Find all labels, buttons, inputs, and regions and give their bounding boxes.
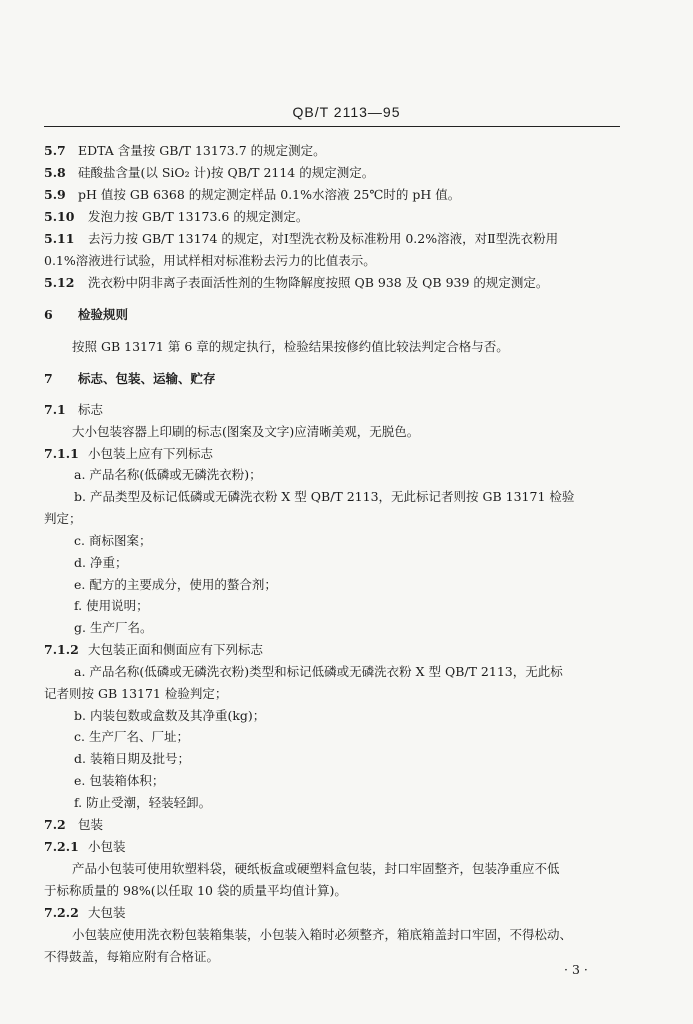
paragraph-text: 大小包装容器上印刷的标志(图案及文字)应清晰美观，无脱色。: [72, 424, 420, 439]
clause-text: EDTA 含量按 GB/T 13173.7 的规定测定。: [78, 143, 326, 158]
list-item-text: f. 使用说明；: [74, 598, 149, 613]
list-item: [74, 620, 664, 636]
clause-7-1-1: [44, 446, 634, 462]
clause-text: 去污力按 GB/T 13174 的规定，对Ⅰ型洗衣粉及标准粉用 0.2%溶液，对Ⅱ型洗衣粉用: [88, 231, 559, 246]
clause-text: 标志: [78, 402, 104, 417]
list-item: [74, 773, 664, 789]
list-item: [74, 467, 664, 483]
clause-text: 发泡力按 GB/T 13173.6 的规定测定。: [88, 209, 309, 224]
paragraph: [72, 424, 662, 440]
list-item-text: a. 产品名称(低磷或无磷洗衣粉)；: [74, 467, 262, 482]
paragraph-text: 小包装应使用洗衣粉包装箱集装，小包装入箱时必须整齐，箱底箱盖封口牢固，不得松动、: [72, 927, 573, 942]
page-number: · 3 ·: [564, 962, 588, 977]
list-item-text: d. 净重；: [74, 555, 128, 570]
paragraph-text: 于标称质量的 98%(以任取 10 袋的质量平均值计算)。: [44, 883, 347, 898]
clause-number: 7.1.2: [44, 642, 79, 657]
list-item: [74, 489, 664, 505]
list-item-text: c. 生产厂名、厂址；: [74, 729, 189, 744]
clause-text: 大包装: [88, 905, 126, 920]
paragraph-text: 不得鼓盖，每箱应附有合格证。: [44, 949, 220, 964]
clause-text: 0.1%溶液进行试验，用试样相对标准粉去污力的比值表示。: [44, 253, 376, 268]
list-item: [74, 555, 664, 571]
clause-text: 小包装上应有下列标志: [88, 446, 214, 461]
list-item-text: e. 配方的主要成分，使用的螯合剂；: [74, 577, 277, 592]
clause-number: 7.2: [44, 817, 66, 832]
clause-5-7: [44, 143, 634, 159]
list-item-text: g. 生产厂名。: [74, 620, 153, 635]
clause-7-2-1: [44, 839, 634, 855]
list-item-text: e. 包装箱体积；: [74, 773, 165, 788]
list-item-text: b. 产品类型及标记低磷或无磷洗衣粉 X 型 QB/T 2113，无此标记者则按 GB 13171 检验: [74, 489, 575, 504]
clause-number: 5.11: [44, 231, 75, 246]
list-item-cont: [44, 686, 634, 702]
paragraph: [72, 861, 662, 877]
paragraph: [72, 927, 662, 943]
list-item-cont: [44, 511, 634, 527]
page-header: QB/T 2113—95: [292, 104, 401, 120]
clause-text: 洗衣粉中阴非离子表面活性剂的生物降解度按照 QB 938 及 QB 939 的规定测定。: [88, 275, 549, 290]
list-item: [74, 751, 664, 767]
list-item-text: 判定；: [44, 511, 82, 526]
list-item-text: c. 商标图案；: [74, 533, 152, 548]
list-item: [74, 598, 664, 614]
paragraph-cont: [44, 949, 634, 965]
clause-number: 7.1: [44, 402, 66, 417]
list-item: [74, 729, 664, 745]
clause-5-9: [44, 187, 634, 203]
clause-7-2-2: [44, 905, 634, 921]
list-item-text: d. 装箱日期及批号；: [74, 751, 190, 766]
section-6-heading: [44, 307, 634, 323]
clause-number: 7.2.2: [44, 905, 79, 920]
list-item-text: 记者则按 GB 13171 检验判定；: [44, 686, 228, 701]
clause-number: 5.9: [44, 187, 66, 202]
header-rule: [44, 126, 620, 127]
paragraph-text: 按照 GB 13171 第 6 章的规定执行，检验结果按修约值比较法判定合格与否。: [72, 339, 509, 354]
clause-5-11-cont: [44, 253, 634, 269]
clause-number: 7.1.1: [44, 446, 79, 461]
list-item: [74, 708, 664, 724]
clause-text: 硅酸盐含量(以 SiO₂ 计)按 QB/T 2114 的规定测定。: [78, 165, 375, 180]
clause-text: 大包装正面和侧面应有下列标志: [88, 642, 264, 657]
section-title: 标志、包装、运输、贮存: [78, 371, 216, 386]
section-number: 7: [44, 371, 53, 386]
clause-7-1: [44, 402, 634, 418]
list-item: [74, 533, 664, 549]
clause-text: pH 值按 GB 6368 的规定测定样品 0.1%水溶液 25℃时的 pH 值。: [78, 187, 461, 202]
paragraph: [72, 339, 662, 355]
list-item-text: b. 内装包数或盒数及其净重(kg)；: [74, 708, 266, 723]
clause-5-11: [44, 231, 634, 247]
list-item-text: f. 防止受潮，轻装轻卸。: [74, 795, 212, 810]
clause-number: 5.7: [44, 143, 66, 158]
clause-7-1-2: [44, 642, 634, 658]
paragraph-text: 产品小包装可使用软塑料袋，硬纸板盒或硬塑料盒包装，封口牢固整齐，包装净重应不低: [72, 861, 560, 876]
clause-number: 5.12: [44, 275, 75, 290]
section-number: 6: [44, 307, 53, 322]
section-7-heading: [44, 371, 634, 387]
list-item: [74, 795, 664, 811]
list-item: [74, 577, 664, 593]
clause-number: 5.8: [44, 165, 66, 180]
section-title: 检验规则: [78, 307, 129, 322]
clause-5-10: [44, 209, 634, 225]
clause-5-12: [44, 275, 634, 291]
clause-text: 小包装: [88, 839, 126, 854]
clause-number: 7.2.1: [44, 839, 79, 854]
paragraph-cont: [44, 883, 634, 899]
clause-7-2: [44, 817, 634, 833]
list-item-text: a. 产品名称(低磷或无磷洗衣粉)类型和标记低磷或无磷洗衣粉 X 型 QB/T 2113，无此标: [74, 664, 563, 679]
clause-number: 5.10: [44, 209, 75, 224]
clause-5-8: [44, 165, 634, 181]
clause-text: 包装: [78, 817, 104, 832]
list-item: [74, 664, 664, 680]
